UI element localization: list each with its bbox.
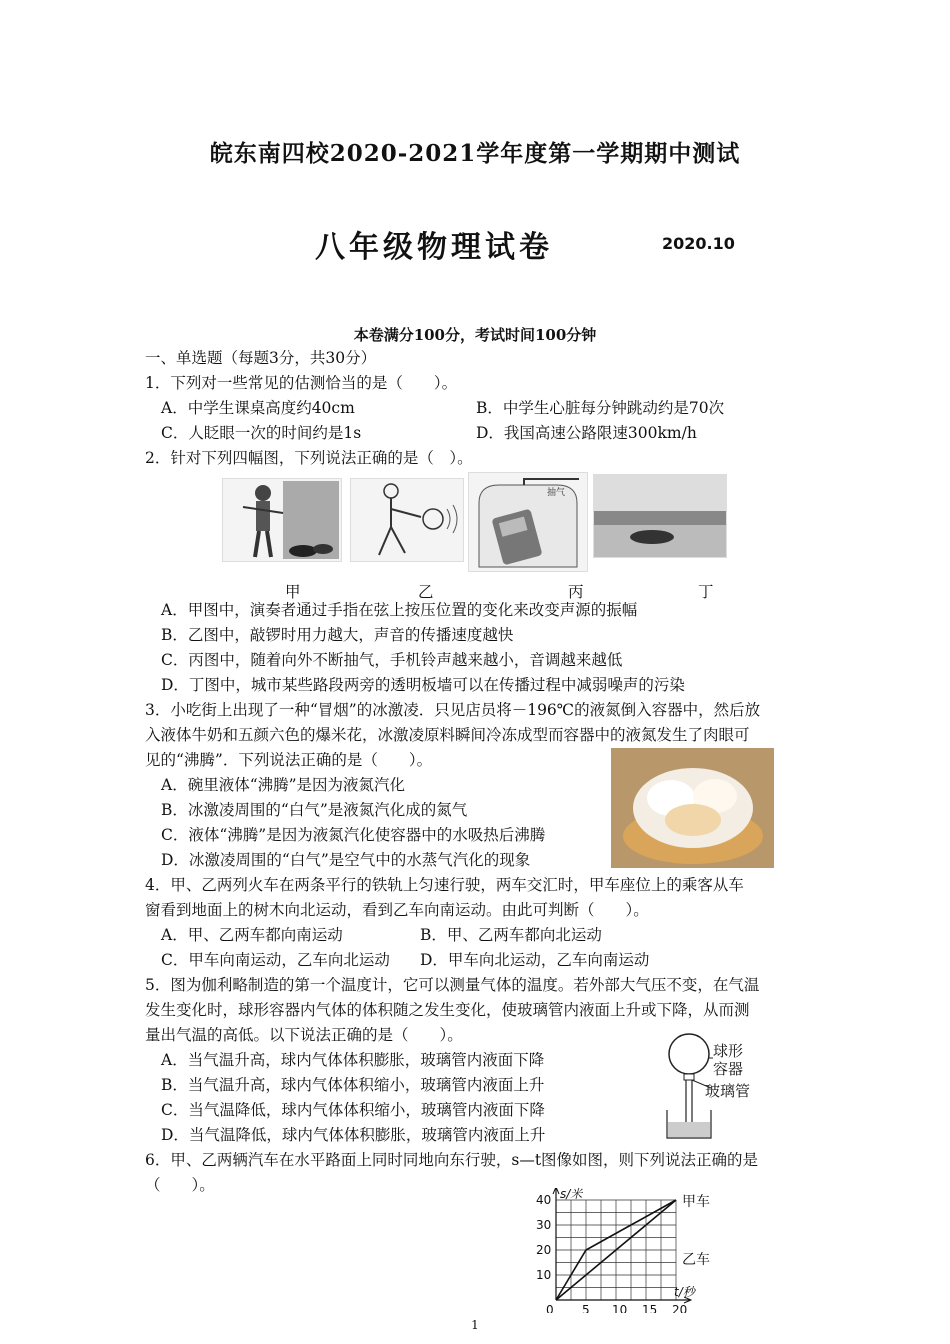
q2-option-d: D．丁图中，城市某些路段两旁的透明板墙可以在传播过程中减弱噪声的污染: [161, 676, 685, 694]
caption-bing: 丙: [568, 583, 584, 601]
figure-galileo-thermometer: [655, 1028, 775, 1143]
gong-illustration: [351, 479, 463, 561]
q4-option-c: C．甲车向南运动，乙车向北运动: [161, 951, 390, 969]
figure-violinist: [222, 478, 342, 562]
q3-option-b: B．冰激凌周围的“白气”是液氮汽化成的氮气: [161, 801, 468, 819]
label-bulb-2: 容器: [713, 1060, 744, 1078]
exam-date: 2020.10: [662, 234, 735, 253]
q5-stem-line2: 发生变化时，球形容器内气体的体积随之发生变化，使玻璃管内液面上升或下降，从而测: [145, 1001, 750, 1019]
q4-option-d: D．甲车向北运动，乙车向南运动: [420, 951, 650, 969]
st-chart: [520, 1188, 720, 1313]
x-tick-label: 0: [546, 1303, 554, 1313]
q1-stem: 1．下列对一些常见的估测恰当的是（ ）。: [145, 374, 458, 392]
bell-jar-pump-label: 抽气: [547, 488, 566, 498]
q2-stem: 2．针对下列四幅图，下列说法正确的是（ ）。: [145, 449, 473, 467]
x-axis-label: t/秒: [674, 1285, 695, 1299]
q5-option-d: D．当气温降低，球内气体体积膨胀，玻璃管内液面上升: [161, 1126, 546, 1144]
label-glass-tube: 玻璃管: [705, 1082, 751, 1100]
q1-option-c: C．人眨眼一次的时间约是1s: [161, 424, 362, 442]
series-label: 甲车: [682, 1194, 710, 1210]
figure-bell-jar: [468, 472, 588, 572]
q4-stem-line1: 4．甲、乙两列火车在两条平行的铁轨上匀速行驶，两车交汇时，甲车座位上的乘客从车: [145, 876, 744, 894]
figure-road-barrier: [593, 474, 727, 558]
label-bulb-1: 球形: [713, 1042, 744, 1060]
q5-option-a: A．当气温升高，球内气体体积膨胀，玻璃管内液面下降: [161, 1051, 545, 1069]
figure-gong: [350, 478, 464, 562]
q2-option-c: C．丙图中，随着向外不断抽气，手机铃声越来越小，音调越来越低: [161, 651, 623, 669]
q5-option-c: C．当气温降低，球内气体体积缩小，玻璃管内液面下降: [161, 1101, 545, 1119]
y-axis-label: s/米: [560, 1188, 583, 1201]
x-tick-label: 20: [672, 1303, 688, 1313]
q2-option-a: A．甲图中，演奏者通过手指在弦上按压位置的变化来改变声源的振幅: [161, 601, 638, 619]
y-tick-label: 40: [536, 1193, 552, 1207]
series-label: 乙车: [682, 1252, 710, 1268]
q1-option-d: D．我国高速公路限速300km/h: [476, 424, 697, 442]
q4-option-a: A．甲、乙两车都向南运动: [161, 926, 343, 944]
exam-title: 皖东南四校2020-2021学年度第一学期期中测试: [209, 140, 741, 167]
exam-info: 本卷满分100分，考试时间100分钟: [353, 326, 597, 344]
bell-jar-illustration: [469, 473, 587, 571]
y-tick-label: 20: [536, 1243, 552, 1257]
section-heading: 一、单选题（每题3分，共30分）: [145, 349, 377, 367]
x-tick-label: 10: [612, 1303, 628, 1313]
violinist-illustration: [223, 479, 341, 561]
y-tick-label: 10: [536, 1268, 552, 1282]
q5-option-b: B．当气温升高，球内气体体积缩小，玻璃管内液面上升: [161, 1076, 545, 1094]
caption-yi: 乙: [418, 583, 434, 601]
q3-stem-line1: 3．小吃街上出现了一种“冒烟”的冰激凌．只见店员将－196℃的液氮倒入容器中，然后放: [145, 701, 761, 719]
figure-ice-cream: [611, 748, 774, 868]
q5-stem-line1: 5．图为伽利略制造的第一个温度计，它可以测量气体的温度。若外部大气压不变，在气温: [145, 976, 760, 994]
q2-option-b: B．乙图中，敲锣时用力越大，声音的传播速度越快: [161, 626, 514, 644]
x-tick-label: 15: [642, 1303, 658, 1313]
exam-subtitle: 八年级物理试卷: [315, 230, 553, 265]
caption-ding: 丁: [698, 583, 714, 601]
q6-stem-line2: （ ）。: [145, 1176, 215, 1194]
q3-stem-line2: 入液体牛奶和五颜六色的爆米花，冰激凌原料瞬间冷冻成型而容器中的液氮发生了肉眼可: [145, 726, 750, 744]
q1-option-b: B．中学生心脏每分钟跳动约是70次: [476, 399, 725, 417]
ice-cream-illustration: [611, 748, 774, 868]
q1-option-a: A．中学生课桌高度约40cm: [161, 399, 355, 417]
page-number: 1: [471, 1318, 479, 1332]
q3-stem-line3: 见的“沸腾”．下列说法正确的是（ ）。: [145, 751, 433, 769]
q3-option-c: C．液体“沸腾”是因为液氮汽化使容器中的水吸热后沸腾: [161, 826, 546, 844]
q3-option-d: D．冰激凌周围的“白气”是空气中的水蒸气汽化的现象: [161, 851, 531, 869]
q6-stem-line1: 6．甲、乙两辆汽车在水平路面上同时同地向东行驶，s—t图像如图，则下列说法正确的是: [145, 1151, 759, 1169]
caption-jia: 甲: [285, 583, 301, 601]
q3-option-a: A．碗里液体“沸腾”是因为液氮汽化: [161, 776, 406, 794]
q4-stem-line2: 窗看到地面上的树木向北运动，看到乙车向南运动。由此可判断（ ）。: [145, 901, 649, 919]
y-tick-label: 30: [536, 1218, 552, 1232]
road-barrier-illustration: [594, 475, 726, 557]
x-tick-label: 5: [582, 1303, 590, 1313]
q5-stem-line3: 量出气温的高低。以下说法正确的是（ ）。: [145, 1026, 463, 1044]
q4-option-b: B．甲、乙两车都向北运动: [420, 926, 602, 944]
